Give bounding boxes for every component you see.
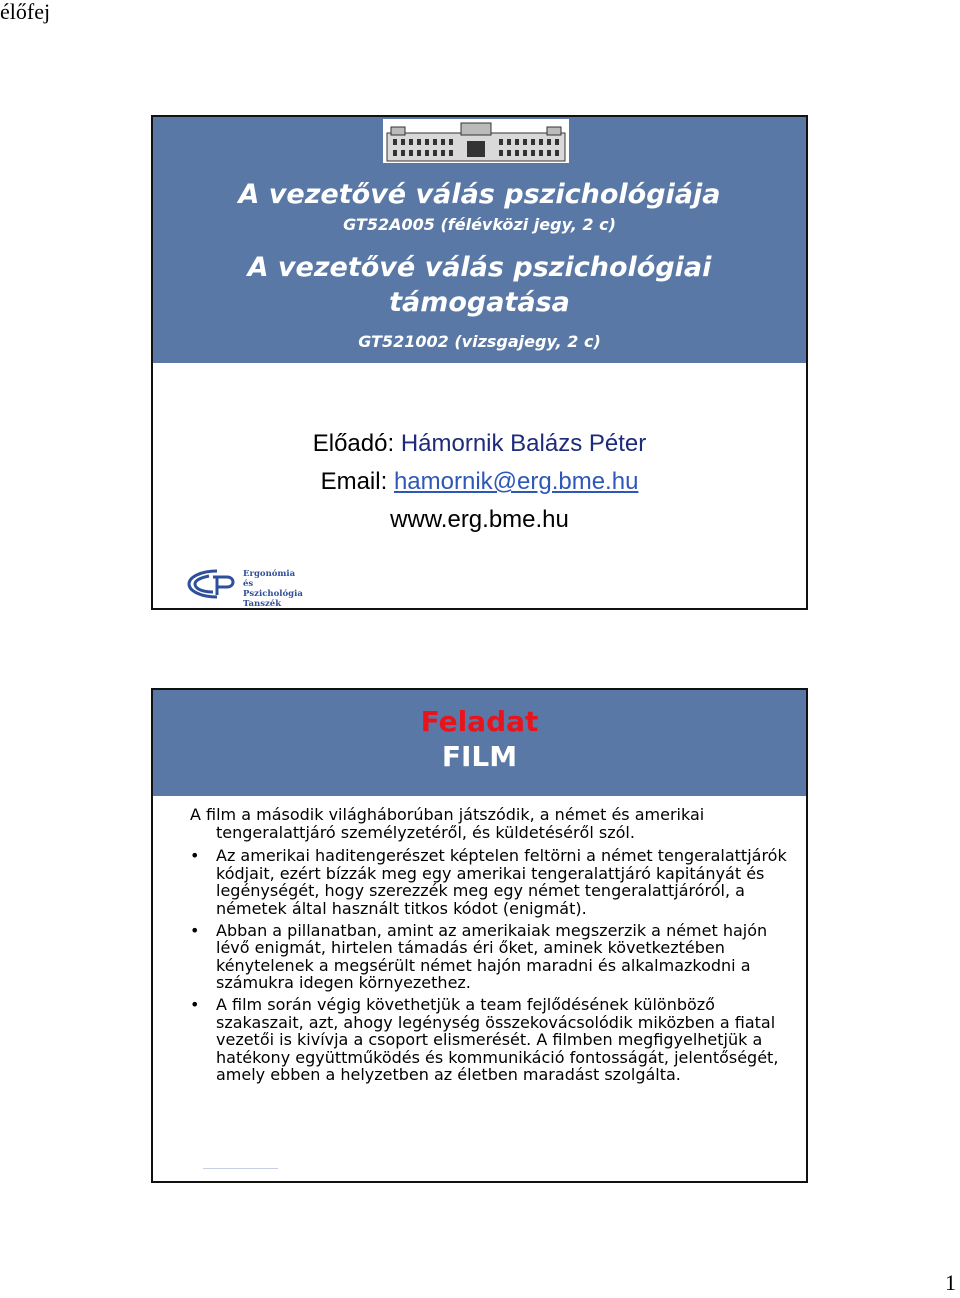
task-bullet bbox=[190, 996, 790, 1084]
slide-title bbox=[151, 115, 808, 610]
title-banner bbox=[153, 117, 806, 363]
course-title-2-line1: A vezetővé válás pszichológiai bbox=[247, 252, 712, 283]
course-code-1: GT52A005 (félévközi jegy, 2 c) bbox=[343, 215, 616, 234]
website-text: www.erg.bme.hu bbox=[390, 506, 569, 533]
page-number: 1 bbox=[945, 1270, 956, 1295]
department-logo bbox=[187, 567, 305, 609]
department-name bbox=[243, 569, 305, 609]
department-name-line2: Pszichológia bbox=[243, 589, 303, 599]
email-link[interactable]: hamornik@erg.bme.hu bbox=[393, 468, 639, 495]
task-bullet bbox=[190, 922, 790, 992]
task-bullet bbox=[190, 847, 790, 917]
slide-task bbox=[151, 688, 808, 1183]
task-subtitle: FILM bbox=[441, 740, 518, 773]
email-line bbox=[153, 468, 806, 496]
email-label: Email: bbox=[320, 468, 388, 495]
page-header: élőfej bbox=[0, 0, 51, 24]
course-title-1: A vezetővé válás pszichológiája bbox=[238, 179, 721, 210]
bullet-icon: • bbox=[190, 920, 200, 940]
task-bullet-text: Az amerikai haditengerészet képtelen feltörni a német tengeralattjárók kódjait, ezért bízzák meg egy amerikai tengeralattjáró kapitányát és legénységét, hogy szerezzék meg egy német tengeralattjáróról, a németek által használt titkos kódot (enigmát). bbox=[216, 846, 787, 918]
department-logo-icon bbox=[187, 567, 247, 601]
task-bullet-text: A film során végig követhetjük a team fejlődésének különböző szakaszait, azt, ahogy legénység összekovácsolódik miközben a fiatal vezetői is kivívja a csoport elismerését. A filmben megfigyelhetjük a hatékony együttműködés és kommunikáció fontosságát, jelentőségét, amely ebben a helyzetben az életben maradást szolgálta. bbox=[216, 994, 779, 1085]
department-name-line1: Ergonómia és bbox=[243, 569, 296, 589]
lecturer-label: Előadó: bbox=[312, 430, 395, 457]
task-bullet-text: Abban a pillanatban, amint az amerikaiak megszerzik a német hajón lévő enigmát, hirtelen támadás éri őket, aminek következtében kénytelenek a megsérült német hajón maradni és alkalmazkodni a számukra idegen környezethez. bbox=[216, 920, 768, 993]
task-title: Feladat bbox=[420, 705, 539, 738]
lecturer-line bbox=[153, 430, 806, 458]
bullet-icon: • bbox=[190, 994, 200, 1014]
department-name-line3: Tanszék bbox=[243, 599, 282, 609]
university-crest-icon bbox=[383, 119, 569, 163]
course-title-2-line2: támogatása bbox=[389, 287, 570, 318]
task-banner bbox=[153, 690, 806, 796]
bullet-icon: • bbox=[190, 846, 200, 866]
task-body bbox=[190, 806, 790, 1088]
task-intro: A film a második világháborúban játszódik, a német és amerikai tengeralattjáró személyzetéről, és küldetéséről szól. bbox=[190, 805, 705, 842]
lecturer-name: Hámornik Balázs Péter bbox=[400, 430, 647, 457]
course-title-2 bbox=[153, 250, 806, 320]
course-code-2: GT521002 (vizsgajegy, 2 c) bbox=[358, 332, 601, 351]
slide-footer-line bbox=[203, 1168, 278, 1169]
